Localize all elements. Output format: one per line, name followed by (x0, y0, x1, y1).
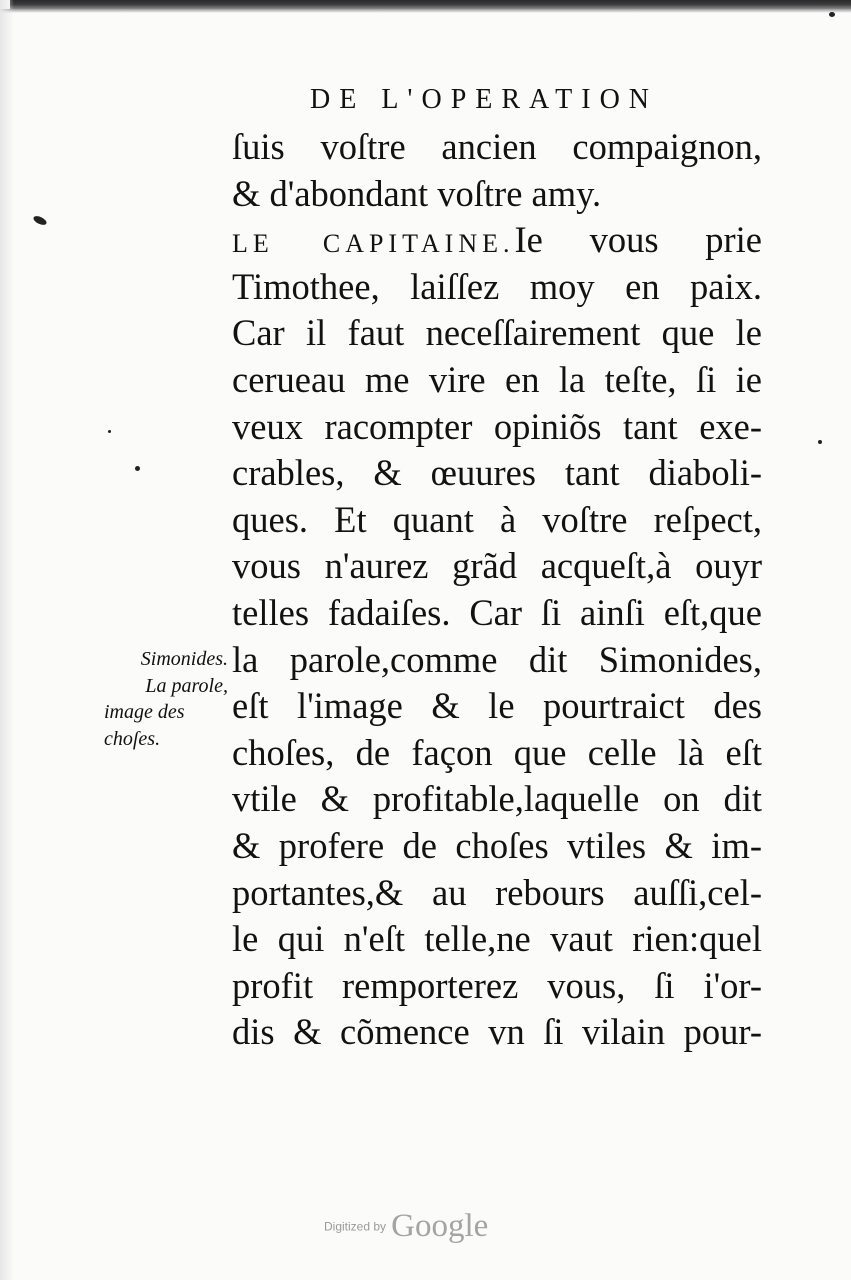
text-line-content: crables, & œuures tant diaboli- (232, 452, 762, 494)
text-line (232, 450, 762, 497)
text-line (232, 1009, 762, 1056)
text-line (232, 543, 762, 590)
text-line (232, 870, 762, 917)
scan-speck (108, 430, 111, 433)
text-line (232, 264, 762, 311)
text-line (232, 963, 762, 1010)
text-line-content: profit remporterez vous, ſi i'or- (232, 964, 762, 1006)
scan-speck (32, 214, 48, 226)
text-line-content: vous n'aurez grãd acqueſt,à ouyr (232, 545, 762, 587)
text-line-content: le qui n'eſt telle,ne vaut rien:quel (232, 918, 762, 960)
text-line-content: cerueau me vire en la teſte, ſi ie (232, 358, 762, 400)
text-line-content: Timothee, laiſſez moy en paix. (232, 265, 762, 307)
marginal-note-line: Simonides. (140, 648, 228, 670)
marginal-note-line: La parole, (145, 674, 228, 697)
text-line-content: dis & cõmence vn ſi vilain pour- (232, 1011, 762, 1053)
marginal-note-line: image des (104, 701, 185, 723)
text-line (232, 776, 762, 823)
scan-speck (829, 12, 835, 17)
left-margin-shadow (0, 0, 14, 1280)
text-line-content: telles fadaiſes. Car ſi ainſi eſt,que (232, 591, 762, 633)
digitized-watermark (324, 1208, 488, 1245)
text-line-content: choſes, de façon que celle là eſt (232, 731, 762, 773)
text-line-content: ſuis voſtre ancien compaignon, (232, 126, 762, 167)
text-line (232, 823, 762, 870)
text-line-content: vtile & profitable,laquelle on dit (232, 778, 762, 820)
speaker-label: LE CAPITAINE. (232, 229, 515, 259)
text-line-content: portantes,& au rebours auſſi,cel- (232, 871, 762, 913)
text-line (232, 404, 762, 451)
text-line-content: Ie vous prie (514, 219, 762, 261)
text-line-content: & d'abondant voſtre amy. (232, 172, 602, 214)
scan-speck (135, 466, 140, 471)
running-head: DE L'OPERATION (310, 84, 659, 115)
text-line-content: & profere de choſes vtiles & im- (232, 824, 762, 866)
text-line (232, 171, 762, 218)
marginal-note (104, 646, 228, 752)
text-line-content: eſt l'image & le pourtraict des (232, 685, 762, 727)
watermark-small-text: Digitized by (324, 1219, 387, 1234)
text-line-content: ques. Et quant à voſtre reſpect, (232, 498, 762, 540)
text-line (232, 124, 762, 171)
text-line (232, 730, 762, 777)
text-line (232, 217, 762, 264)
text-line (232, 683, 762, 730)
google-logo-text: Google (391, 1208, 489, 1244)
text-line (232, 637, 762, 684)
page-top-edge (10, 0, 851, 9)
text-line (232, 497, 762, 544)
text-line-content: veux racompter opiniõs tant exe- (232, 405, 762, 447)
text-line (232, 590, 762, 637)
text-line (232, 310, 762, 357)
text-line-content: Car il faut neceſſairement que le (232, 312, 762, 354)
text-line (232, 357, 762, 404)
text-line-content: la parole,comme dit Simonides, (232, 638, 762, 680)
text-line (232, 916, 762, 963)
main-text (232, 124, 762, 1056)
scan-speck (818, 440, 822, 444)
marginal-note-line: choſes. (104, 727, 161, 750)
page-top-shadow (0, 9, 851, 13)
